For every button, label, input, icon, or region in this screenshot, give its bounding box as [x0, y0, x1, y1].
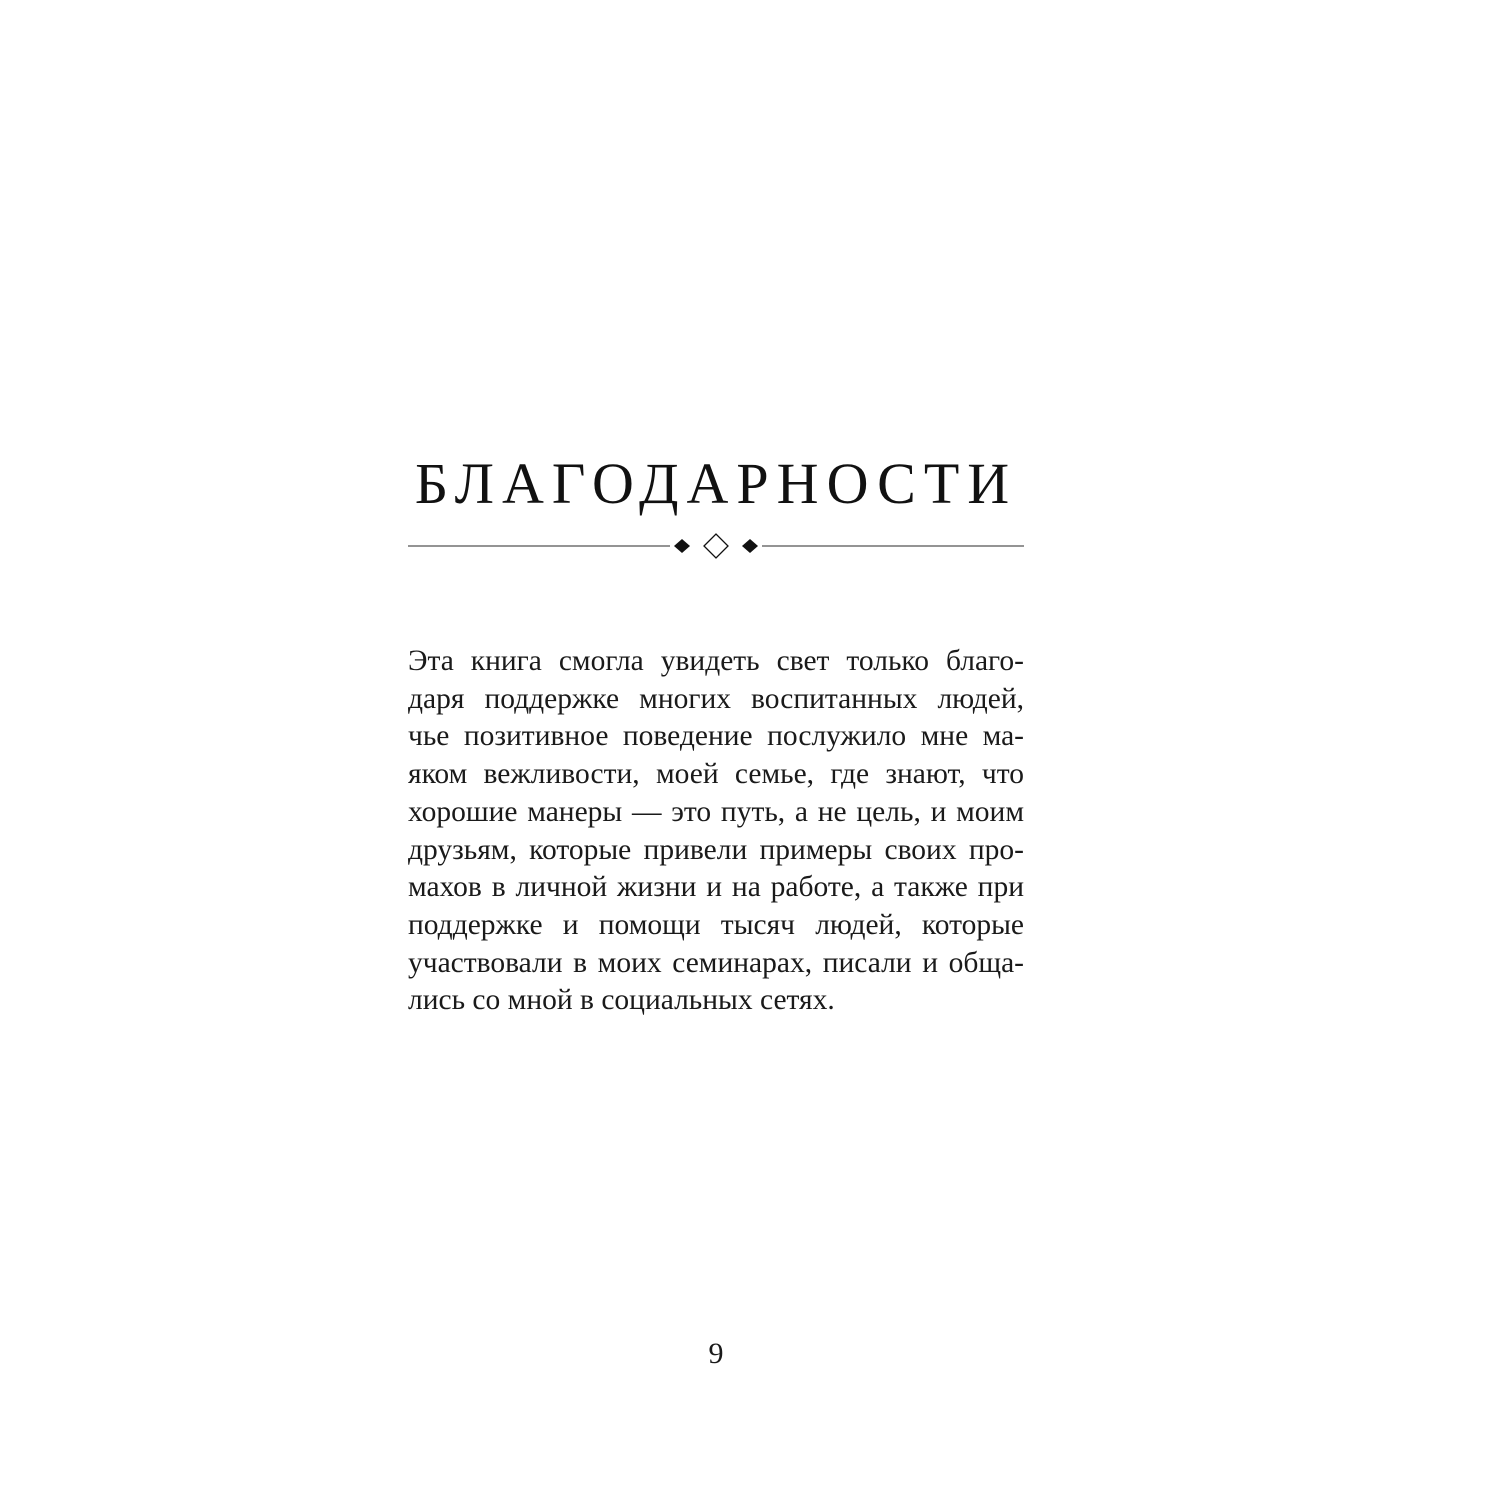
chapter-title: БЛАГОДАРНОСТИ [414, 451, 1018, 516]
paragraph-line: лись со мной в социальных сетях. [408, 984, 835, 1017]
paragraph-line: друзьям, которые привели примеры своих про- [408, 833, 1024, 866]
paragraph-line: махов в личной жизни и на работе, а также при [408, 871, 1024, 904]
paragraph-line: хорошие манеры — это путь, а не цель, и моим [408, 795, 1024, 828]
paragraph-line: чье позитивное поведение послужило мне ма- [408, 720, 1024, 753]
paragraph-line: даря поддержке многих воспитанных людей, [408, 682, 1024, 715]
diamond-divider-icon [408, 532, 1024, 560]
acknowledgements-paragraph [408, 643, 1024, 1020]
paragraph-line: участвовали в моих семинарах, писали и обща- [408, 946, 1024, 979]
paragraph-line: Эта книга смогла увидеть свет только благо- [408, 645, 1024, 677]
paragraph-line: яком вежливости, моей семье, где знают, что [408, 758, 1024, 791]
ornament-divider [408, 532, 1024, 560]
page-number: 9 [708, 1337, 724, 1370]
paragraph-line: поддержке и помощи тысяч людей, которые [408, 908, 1024, 941]
